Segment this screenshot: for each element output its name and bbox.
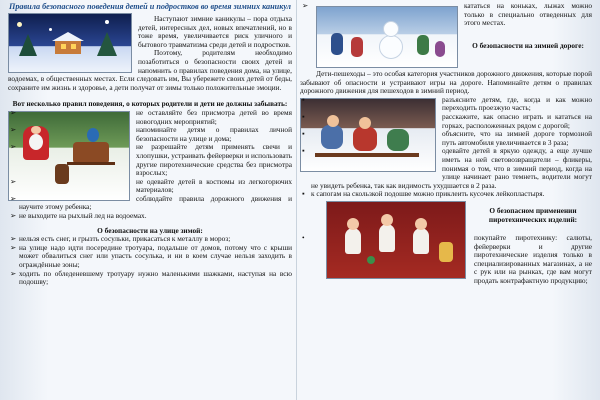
arrow-bullet-icon: ➢ [10, 268, 17, 278]
list-item: • покупайте пиротехнику: салюты, фейерверки и другие пиротехнические изделия только в специализированных магазинах, а не с рук или на рынках, где вам могут продать контрафактную продукцию; [302, 233, 592, 286]
intro-paragraph-2: Поэтому, родителям необходимо позаботиться о безопасности своих детей и напомнить о правилах поведения дома, на улице, водоемах, в общественных местах. Если следовать им, Вы убережете своих детей от беды, сохраните им жизнь и здоровье, а дети получат от зимы только положительные эмоции. [8, 48, 292, 92]
list-item: ➢ не разрешайте детям применять свечи и хлопушки, устраивать фейерверки и использовать другие пиротехнические средства без присмотра взрослых; [10, 142, 292, 178]
disc-bullet-icon: • [302, 233, 305, 243]
parents-rules-heading: Вот несколько правил поведения, о которых родители и дети не должны забывать: [12, 99, 288, 109]
square-bullet-icon: ▪ [302, 94, 305, 104]
street-rules-list [8, 235, 292, 287]
pyro-rules-list [300, 234, 592, 286]
list-item: ➢ не выходите на рыхлый лед на водоемах. [10, 211, 147, 221]
list-item: ➢ нельзя есть снег, и грызть сосульки, прикасаться к металлу в мороз; [10, 234, 231, 244]
top-rule-list [300, 2, 592, 28]
list-item: ➢ соблюдайте правила дорожного движения и научите этому ребенка; [10, 193, 292, 212]
square-bullet-icon: ▪ [302, 129, 305, 139]
arrow-bullet-icon: ➢ [302, 1, 309, 10]
arrow-bullet-icon: ➢ [10, 176, 17, 186]
arrow-bullet-icon: ➢ [10, 211, 17, 221]
list-item: ▪ одевайте детей в яркую одежду, а еще лучше иметь на ней световозвращатели – фликеры, понимая о том, что в зимний период, когда на улице начинает рано темнеть, водители могут не увидеть ребенка, так как видимость ухудшается в 2 раза. [302, 146, 592, 190]
square-bullet-icon: ▪ [302, 146, 305, 156]
list-item: ➢ на улице надо идти посередине тротуара, подальше от домов, потому что с крыши может обвалиться снег или упасть сосулька, и ни в коем случае нельзя заходить в ограждённые зоны; [10, 242, 292, 270]
arrow-bullet-icon: ➢ [10, 125, 17, 135]
parents-rules-list [8, 109, 292, 221]
left-column [8, 0, 292, 400]
road-intro-paragraph: Дети-пешеходы – это особая категория участников дорожного движения, которые порой забывают об опасности и устраивают игры на дороге. Напоминайте детям о правилах дорожного движения для пешеходов в зимний период. [300, 69, 592, 96]
arrow-bullet-icon: ➢ [10, 242, 17, 252]
pyro-rules-heading: О безопасном применении пиротехнических изделий: [488, 205, 578, 224]
column-divider [296, 0, 297, 400]
arrow-bullet-icon: ➢ [10, 142, 17, 152]
list-item: ▪ к сапогам на скользкой подошве можно приклеить кусочек лейкопластыря. [302, 189, 545, 199]
list-item: ▪ объясните, что на зимней дороге тормозной путь автомобиля увеличивается в 3 раза; [302, 129, 592, 147]
page-title: Правила безопасного поведения детей и подростков во время зимних каникул [8, 2, 292, 11]
list-item: ➢ напоминайте детям о правилах личной безопасности на улице и дома; [10, 125, 292, 143]
winter-night-illustration [8, 13, 132, 73]
list-item: ➢ кататься на коньках, лыжах можно только в специально отведенных для этого местах. [302, 1, 592, 28]
list-item: ➢ ходить по обледеневшему тротуару нужно маленькими шажками, наступая на всю подошву; [10, 268, 292, 287]
arrow-bullet-icon: ➢ [10, 107, 17, 117]
intro-paragraph-1: Наступают зимние каникулы – пора отдыха детей, интересных дел, новых впечатлений, но в тоже время, увеличивается риск уличного и бытового травматизма среди детей и подростков. [138, 14, 292, 49]
square-bullet-icon: ▪ [302, 189, 305, 199]
right-column [300, 0, 592, 400]
arrow-bullet-icon: ➢ [10, 234, 17, 244]
arrow-bullet-icon: ➢ [10, 193, 17, 203]
list-item: ➢ не одевайте детей в костюмы из легкогорючих материалов; [10, 176, 292, 195]
road-rules-list [300, 96, 592, 199]
list-item: ➢ не оставляйте без присмотра детей во время новогодних мероприятий; [10, 107, 292, 126]
road-rules-heading: О безопасности на зимней дороге: [472, 40, 584, 50]
list-item: ▪ разъясните детям, где, когда и как можно переходить проезжую часть; [302, 94, 592, 113]
square-bullet-icon: ▪ [302, 111, 305, 121]
street-rules-heading: О безопасности на улице зимой: [97, 225, 203, 235]
list-item: ▪ расскажите, как опасно играть и кататься на горках, расположенных рядом с дорогой; [302, 111, 592, 130]
